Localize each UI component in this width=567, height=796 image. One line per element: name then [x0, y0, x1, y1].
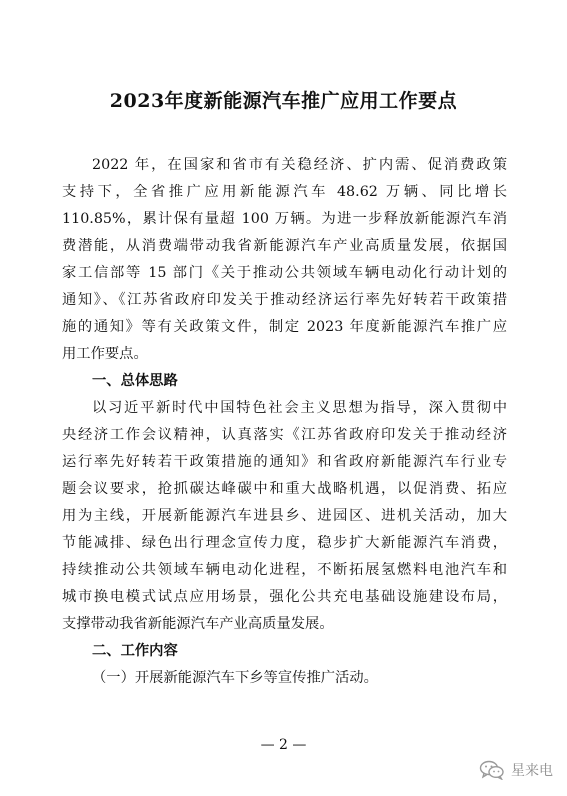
wechat-icon	[479, 760, 505, 780]
intro-line: 施的通知》等有关政策文件，制定 2023 年度新能源汽车推广应	[62, 319, 507, 335]
section1-line: 以习近平新时代中国特色社会主义思想为指导，深入贯彻中	[92, 400, 507, 416]
section-heading-overall: 一、总体思路	[92, 373, 178, 389]
section1-line: 用为主线，开展新能源汽车进县乡、进园区、进机关活动，加大	[62, 508, 507, 524]
section1-line: 支撑带动我省新能源汽车产业高质量发展。	[62, 616, 334, 632]
section-heading-work-content: 二、工作内容	[92, 643, 178, 659]
page-number: — 2 —	[260, 737, 307, 753]
intro-line: 用工作要点。	[62, 346, 148, 362]
intro-line: 家工信部等 15 部门《关于推动公共领域车辆电动化行动计划的	[62, 265, 507, 281]
intro-line: 2022 年，在国家和省市有关稳经济、扩内需、促消费政策	[92, 157, 507, 173]
intro-line: 通知》、《江苏省政府印发关于推动经济运行率先好转若干政策措	[62, 292, 507, 308]
document-title: 2023年度新能源汽车推广应用工作要点	[109, 90, 458, 112]
section1-line: 城市换电模式试点应用场景，强化公共充电基础设施建设布局，	[62, 589, 507, 605]
subsection-heading: （一）开展新能源汽车下乡等宣传推广活动。	[92, 670, 378, 686]
section1-line: 运行率先好转若干政策措施的通知》和省政府新能源汽车行业专	[62, 454, 507, 470]
intro-line: 支持下，全省推广应用新能源汽车 48.62 万辆、同比增长	[62, 184, 507, 200]
intro-line: 费潜能，从消费端带动我省新能源汽车产业高质量发展，依据国	[62, 238, 507, 254]
section1-line: 题会议要求，抢抓碳达峰碳中和重大战略机遇，以促消费、拓应	[62, 481, 507, 497]
section1-line: 持续推动公共领域车辆电动化进程，不断拓展氢燃料电池汽车和	[62, 562, 507, 578]
document-body	[62, 152, 507, 692]
section1-line: 节能减排、绿色出行理念宣传力度，稳步扩大新能源汽车消费，	[62, 535, 507, 551]
watermark-text: 星来电	[511, 763, 553, 779]
intro-line: 110.85%，累计保有量超 100 万辆。为进一步释放新能源汽车消	[62, 211, 507, 227]
section1-line: 央经济工作会议精神，认真落实《江苏省政府印发关于推动经济	[62, 427, 507, 443]
watermark	[479, 758, 553, 782]
